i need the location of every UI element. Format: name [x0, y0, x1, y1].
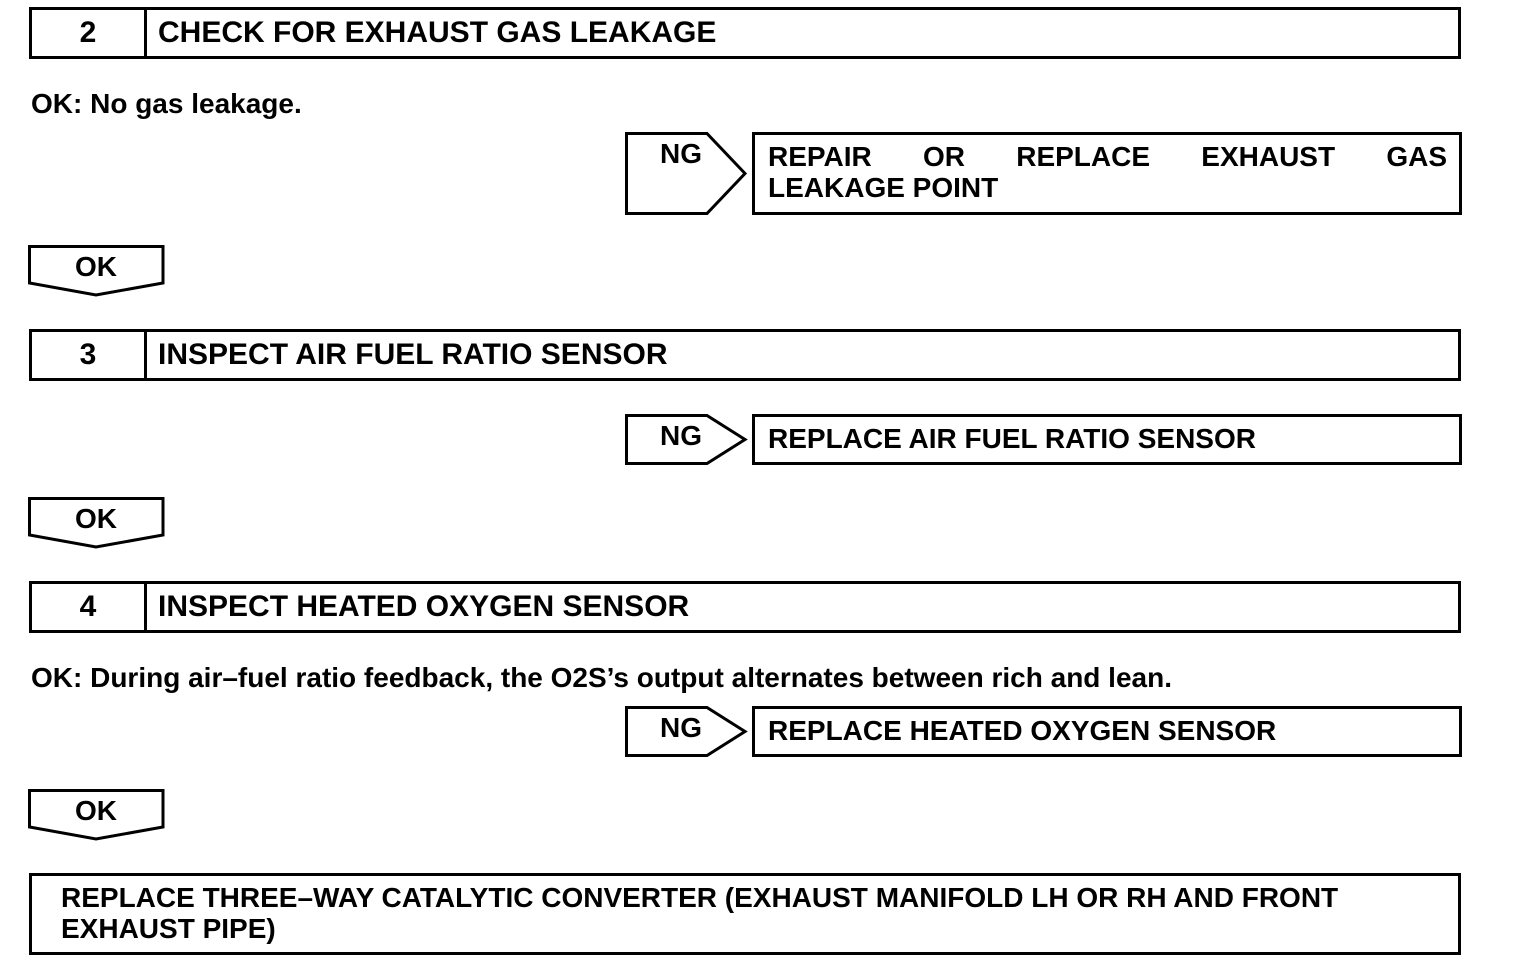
ng-action-step-2: [752, 132, 1462, 215]
step-number: 2: [32, 10, 147, 56]
step-title: CHECK FOR EXHAUST GAS LEAKAGE: [158, 16, 717, 49]
ng-action-step-3: REPLACE AIR FUEL RATIO SENSOR: [752, 414, 1462, 465]
ng-action-line-1: REPAIR OR REPLACE EXHAUST GAS: [768, 141, 1447, 172]
ok-label: OK: [75, 503, 117, 534]
final-action-line-2: EXHAUST PIPE): [61, 913, 276, 944]
step-3-header: [29, 329, 1461, 381]
ng-label: NG: [660, 138, 702, 169]
final-action-box: [29, 873, 1461, 955]
ok-arrow-step-3: [28, 497, 166, 549]
ng-action-step-4: REPLACE HEATED OXYGEN SENSOR: [752, 706, 1462, 757]
step-4-header: [29, 581, 1461, 633]
ok-label: OK: [75, 251, 117, 282]
step-number: 3: [32, 332, 147, 378]
ok-arrow-step-2: [28, 245, 166, 297]
ok-criteria-step-4: OK: During air–fuel ratio feedback, the O2S’s output alternates between rich and lean.: [31, 662, 1172, 693]
ng-arrow-step-4: [625, 706, 749, 757]
step-2-header: [29, 7, 1461, 59]
ng-label: NG: [660, 420, 702, 451]
step-title: INSPECT AIR FUEL RATIO SENSOR: [158, 338, 668, 371]
ok-arrow-step-4: [28, 789, 166, 841]
ok-label: OK: [75, 795, 117, 826]
final-action-line-1: REPLACE THREE–WAY CATALYTIC CONVERTER (EXHAUST MANIFOLD LH OR RH AND FRONT: [61, 882, 1339, 913]
ng-label: NG: [660, 712, 702, 743]
ng-arrow-step-3: [625, 414, 749, 465]
step-number: 4: [32, 584, 147, 630]
ng-arrow-step-2: [625, 132, 749, 215]
step-title: INSPECT HEATED OXYGEN SENSOR: [158, 590, 690, 623]
ok-criteria-step-2: OK: No gas leakage.: [31, 88, 302, 119]
ng-action-line-2: LEAKAGE POINT: [768, 172, 999, 203]
